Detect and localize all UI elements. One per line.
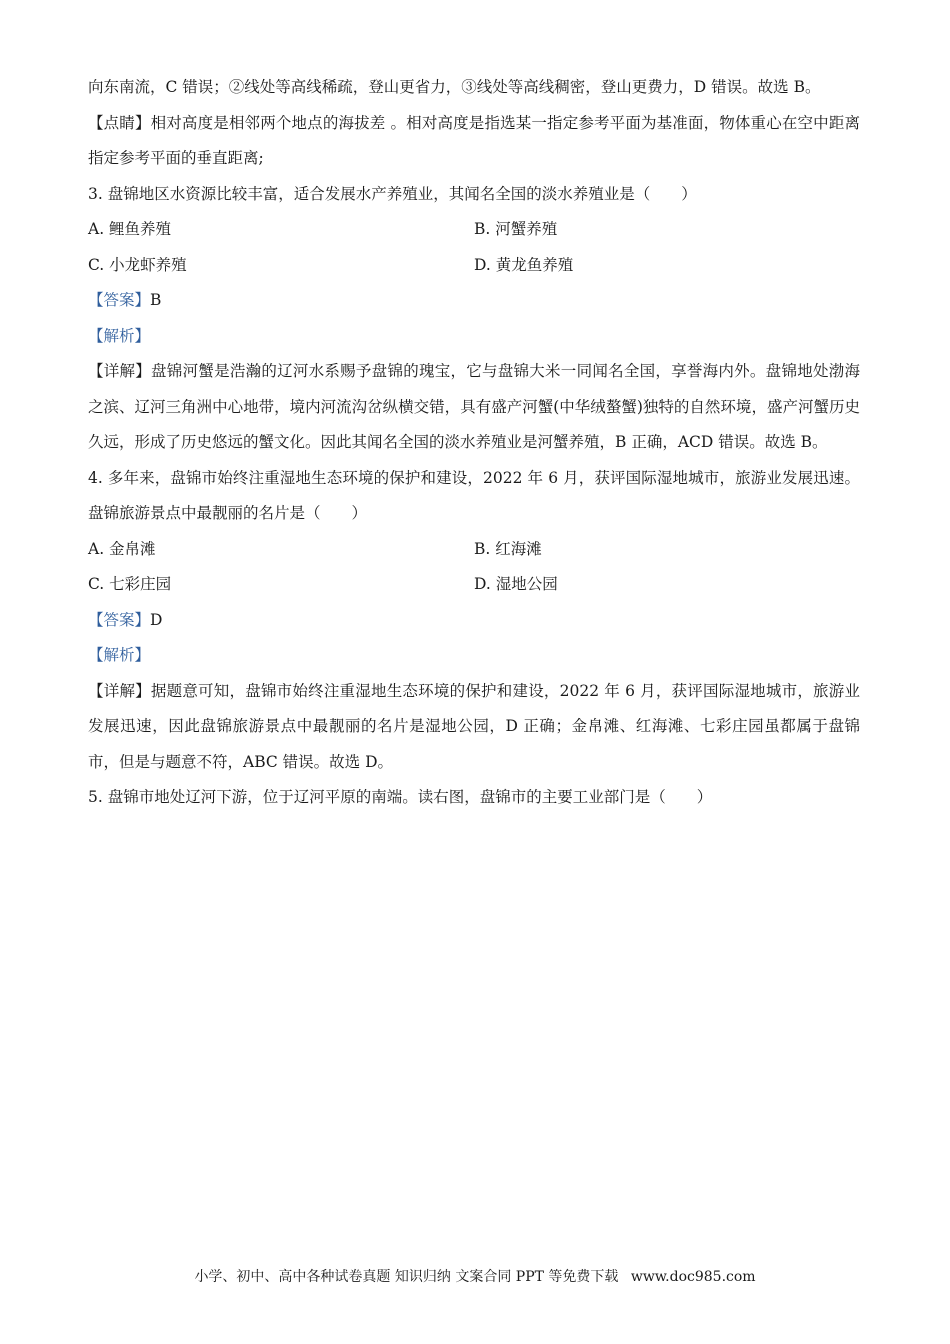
detail-text: 盘锦河蟹是浩瀚的辽河水系赐予盘锦的瑰宝，它与盘锦大米一同闻名全国，享誉海内外。盘锦地处渤海之滨、辽河三角洲中心地带，境内河流沟岔纵横交错，具有盛产河蟹(中华绒螯蟹)独特的自然环境，盛产河蟹历史久远，形成了历史悠远的蟹文化。因此其闻名全国的淡水养殖业是河蟹养殖，B 正确，ACD 错误。故选 B。	[88, 362, 860, 451]
answer-value: D	[150, 610, 163, 629]
footer-url[interactable]: www.doc985.com	[630, 1269, 756, 1285]
question-3-options-row-1	[88, 212, 860, 248]
question-3-analysis	[88, 319, 860, 355]
document-body	[88, 70, 860, 816]
question-5-stem: 5. 盘锦市地处辽河下游，位于辽河平原的南端。读右图，盘锦市的主要工业部门是（ ）	[88, 788, 713, 806]
question-4-option-d: D. 湿地公园	[474, 575, 558, 593]
answer-tag: 【答案】	[88, 291, 151, 309]
question-4-options-row-1	[88, 532, 860, 568]
question-3-option-b: B. 河蟹养殖	[474, 220, 558, 238]
question-4-analysis	[88, 638, 860, 674]
analysis-tag: 【解析】	[88, 326, 151, 345]
dianjing-tag: 【点睛】	[88, 113, 151, 132]
dianjing-paragraph	[88, 106, 860, 177]
page-footer	[0, 1266, 950, 1286]
question-4-options-row-2	[88, 567, 860, 603]
question-4-answer	[88, 603, 860, 639]
answer-tag: 【答案】	[88, 610, 151, 629]
analysis-tag: 【解析】	[88, 646, 151, 664]
question-3-detail	[88, 354, 860, 461]
detail-tag: 【详解】	[88, 362, 152, 380]
detail-tag: 【详解】	[88, 681, 151, 700]
detail-text: 据题意可知，盘锦市始终注重湿地生态环境的保护和建设，2022 年 6 月，获评国际湿地城市，旅游业发展迅速，因此盘锦旅游景点中最靓丽的名片是湿地公园，D 正确；金帛滩、红海滩、七彩庄园虽都属于盘锦市，但是与题意不符，ABC 错误。故选 D。	[88, 681, 860, 771]
question-3-option-c: C. 小龙虾养殖	[88, 255, 187, 274]
question-3-option-a: A. 鲤鱼养殖	[88, 220, 172, 238]
question-3-stem: 3. 盘锦地区水资源比较丰富，适合发展水产养殖业，其闻名全国的淡水养殖业是（ ）	[88, 184, 697, 203]
question-4-stem: 4. 多年来，盘锦市始终注重湿地生态环境的保护和建设，2022 年 6 月，获评国际湿地城市，旅游业发展迅速。盘锦旅游景点中最靓丽的名片是（ ）	[88, 468, 860, 522]
question-4-option-c: C. 七彩庄园	[88, 575, 172, 593]
question-3-answer	[88, 283, 860, 319]
dianjing-text: 相对高度是相邻两个地点的海拔差 。相对高度是指选某一指定参考平面为基准面，物体重心在空中距离指定参考平面的垂直距离;	[88, 113, 860, 167]
question-3-options-row-2	[88, 248, 860, 284]
question-4-option-b: B. 红海滩	[474, 539, 542, 558]
question-4-detail	[88, 674, 860, 781]
paragraph-continuation: 向东南流，C 错误；②线处等高线稀疏，登山更省力，③线处等高线稠密，登山更费力，D 错误。故选 B。	[88, 78, 821, 96]
footer-text: 小学、初中、高中各种试卷真题 知识归纳 文案合同 PPT 等免费下载	[194, 1269, 619, 1285]
question-3-option-d: D. 黄龙鱼养殖	[474, 255, 574, 274]
question-4-option-a: A. 金帛滩	[88, 539, 156, 558]
answer-value: B	[150, 291, 162, 309]
